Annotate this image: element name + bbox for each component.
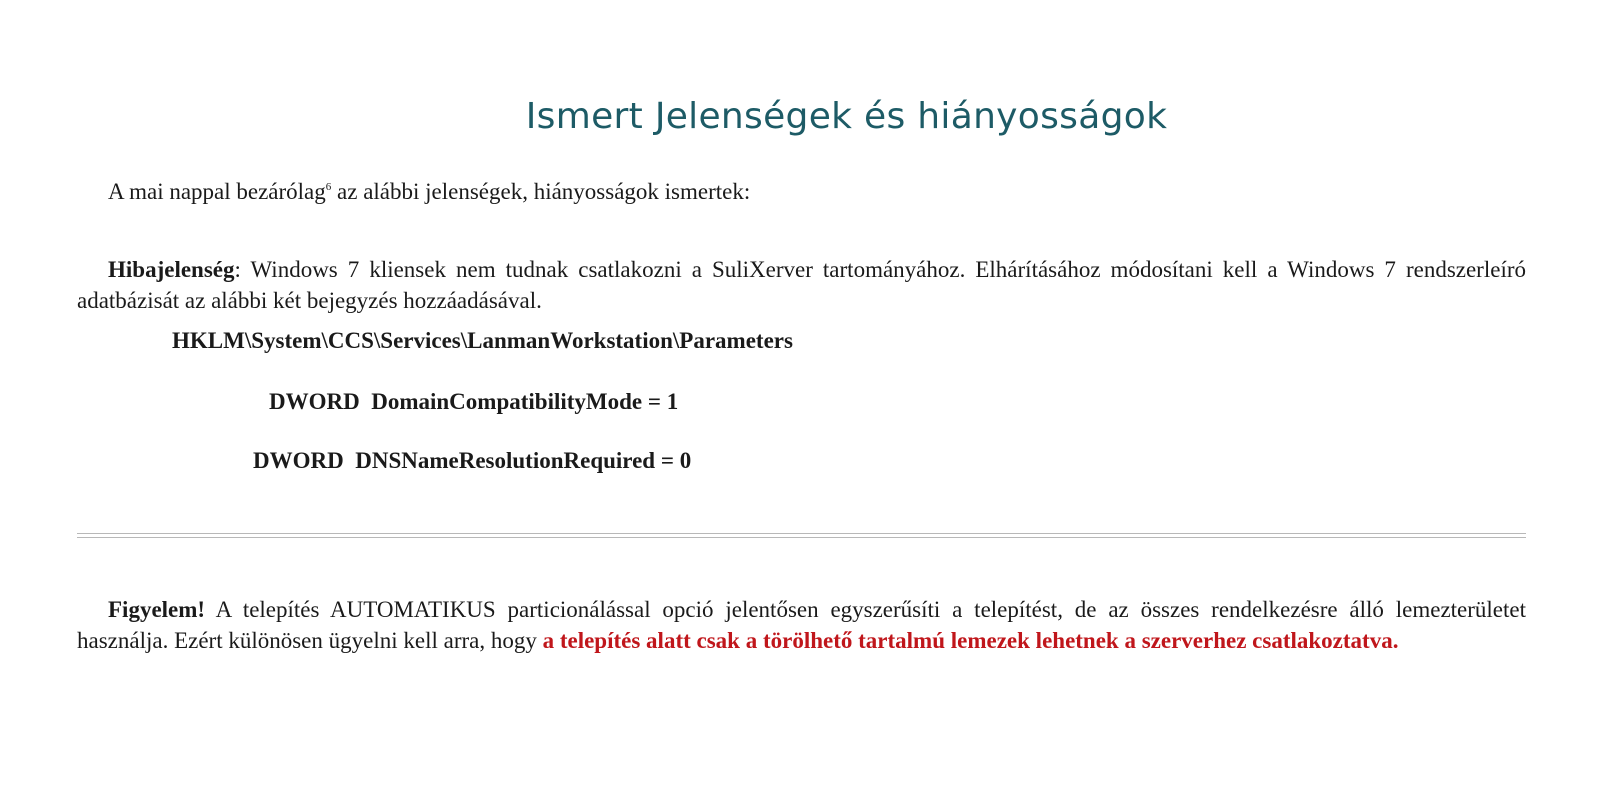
warning-paragraph bbox=[77, 594, 1526, 656]
footnote-marker[interactable]: 6 bbox=[325, 181, 332, 193]
intro-paragraph bbox=[77, 176, 1526, 207]
registry-path: HKLM\System\CCS\Services\LanmanWorkstation\Parameters bbox=[172, 328, 793, 353]
intro-text: A mai nappal bezárólag bbox=[108, 179, 326, 204]
document-page bbox=[77, 0, 1526, 796]
intro-text-rest: az alábbi jelenségek, hiányosságok ismertek: bbox=[331, 179, 751, 204]
warning-label: Figyelem! bbox=[108, 597, 206, 622]
warning-highlight: a telepítés alatt csak a törölhető tartalmú lemezek lehetnek a szerverhez csatlakoztatva. bbox=[542, 628, 1399, 653]
horizontal-divider bbox=[77, 533, 1526, 538]
registry-entry-domain-compatibility: DWORD DomainCompatibilityMode = 1 bbox=[269, 389, 679, 414]
registry-entry-dns-resolution: DWORD DNSNameResolutionRequired = 0 bbox=[253, 448, 692, 473]
bug-text: Windows 7 kliensek nem tudnak csatlakozni a SuliXerver tartományához. Elhárításához módosítani kell a Windows 7 rendszerleíró adatbázisát az alábbi két bejegyzés hozzáadásával. bbox=[77, 257, 1526, 313]
page-title: Ismert Jelenségek és hiányosságok bbox=[525, 96, 1168, 137]
bug-separator: : bbox=[234, 257, 251, 282]
bug-paragraph bbox=[77, 254, 1526, 316]
bug-label: Hibajelenség bbox=[108, 257, 235, 282]
warning-text: A telepítés AUTOMATIKUS particionálással opció jelentősen egyszerűsíti a telepítést, de az összes rendelkezésre álló lemezterületet használja. Ezért különösen ügyelni kell arra, hogy bbox=[77, 597, 1526, 653]
